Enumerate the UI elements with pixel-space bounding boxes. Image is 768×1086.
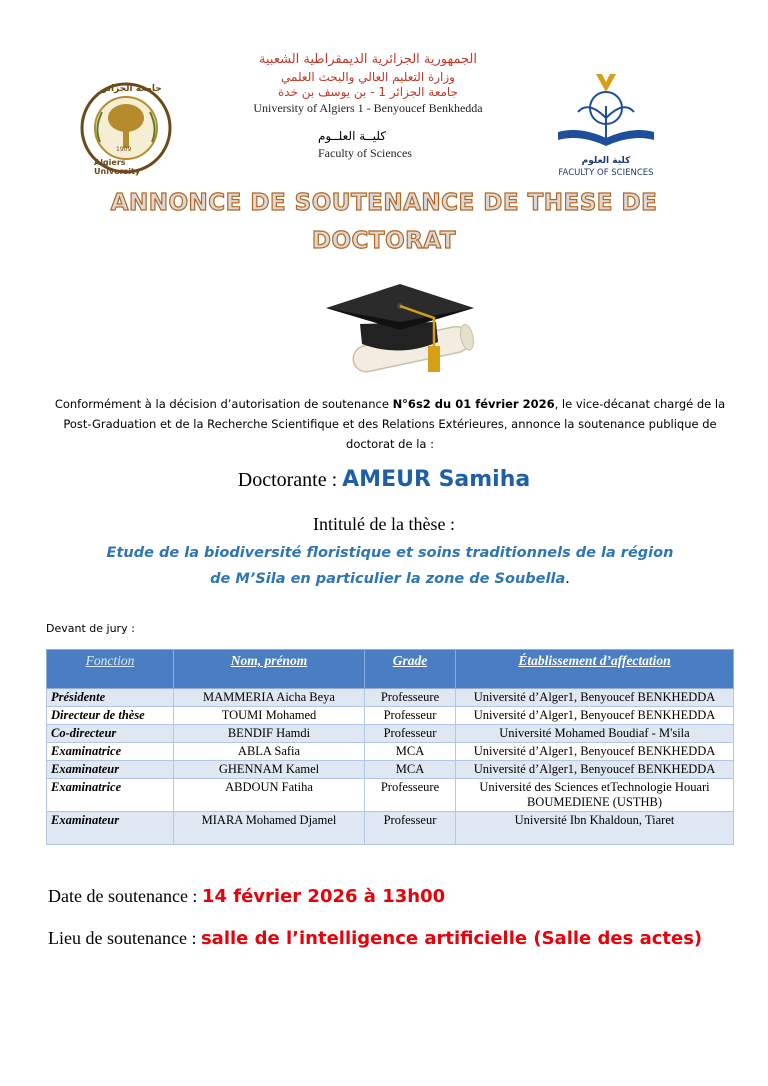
jury-label: Devant de jury : xyxy=(46,622,135,635)
graduation-cap-icon xyxy=(322,278,478,382)
table-row xyxy=(47,707,734,725)
right-logo-ar: كلية العلوم xyxy=(581,156,631,166)
defense-date xyxy=(48,886,445,907)
thesis-title-end: . xyxy=(565,571,570,587)
cell-nom: TOUMI Mohamed xyxy=(174,707,365,725)
cell-nom: MIARA Mohamed Djamel xyxy=(174,812,365,845)
university-english: University of Algiers 1 - Benyoucef Benkhedda xyxy=(253,101,483,115)
cell-nom: MAMMERIA Aicha Beya xyxy=(174,689,365,707)
faculty-arabic: كليــة العلــوم xyxy=(318,129,386,143)
jury-table-header xyxy=(47,650,734,689)
date-label: Date de soutenance : xyxy=(48,886,202,906)
faculty-english: Faculty of Sciences xyxy=(318,146,412,160)
cell-nom: BENDIF Hamdi xyxy=(174,725,365,743)
ministry-arabic: وزارة التعليم العالي والبحث العلمي xyxy=(281,70,455,84)
table-row xyxy=(47,689,734,707)
header-fonction: Fonction xyxy=(47,650,174,689)
header-grade: Grade xyxy=(365,650,456,689)
cell-etablissement: Université des Sciences etTechnologie Houari BOUMEDIENE (USTHB) xyxy=(456,779,734,812)
right-logo-en: FACULTY OF SCIENCES xyxy=(558,168,654,178)
thesis-label: Intitulé de la thèse : xyxy=(313,514,455,534)
table-row xyxy=(47,812,734,845)
thesis-title-line1: Etude de la biodiversité floristique et soins traditionnels de la région xyxy=(106,545,674,561)
announcement-title-line1: ANNONCE DE SOUTENANCE DE THESE DE xyxy=(110,190,658,216)
cell-fonction: Examinateur xyxy=(47,761,174,779)
logo-text-en: Algiers University xyxy=(94,158,141,176)
cell-etablissement: Université Mohamed Boudiaf - M'sila xyxy=(456,725,734,743)
defense-location xyxy=(48,928,702,949)
cell-grade: Professeur xyxy=(365,812,456,845)
candidate-line xyxy=(0,467,768,492)
cell-fonction: Présidente xyxy=(47,689,174,707)
decision-number: N°6s2 du 01 février 2026 xyxy=(392,397,555,411)
logo-year: 1909 xyxy=(116,146,132,153)
cell-etablissement: Université d’Alger1, Benyoucef BENKHEDDA xyxy=(456,689,734,707)
cell-grade: Professeure xyxy=(365,689,456,707)
thesis-title-line2: de M’Sila en particulier la zone de Soubella xyxy=(210,571,566,587)
jury-table xyxy=(46,649,734,845)
candidate-label: Doctorante : xyxy=(237,469,343,491)
intro-paragraph xyxy=(40,394,740,454)
algiers-university-logo xyxy=(80,82,172,174)
lieu-value: salle de l’intelligence artificielle (Salle des actes) xyxy=(200,928,703,949)
intro-part1: Conformément à la décision d’autorisation de soutenance xyxy=(54,397,393,411)
table-row xyxy=(47,779,734,812)
cell-grade: Professeure xyxy=(365,779,456,812)
announcement-title-line2: DOCTORAT xyxy=(311,228,457,254)
cell-etablissement: Université d’Alger1, Benyoucef BENKHEDDA xyxy=(456,743,734,761)
lieu-label: Lieu de soutenance : xyxy=(48,928,201,948)
intro-part2: , le vice-décanat chargé de la Post-Graduation et de la Recherche Scientifique et des Relations Extérieures, annonce la soutenance publique de doctorat de la : xyxy=(63,397,726,451)
cell-grade: Professeur xyxy=(365,725,456,743)
republic-arabic: الجمهورية الجزائرية الديمقراطية الشعبية xyxy=(259,52,477,67)
date-value: 14 février 2026 à 13h00 xyxy=(201,886,446,907)
header-etablissement: Établissement d’affectation xyxy=(456,650,734,689)
cell-nom: ABDOUN Fatiha xyxy=(174,779,365,812)
cell-fonction: Directeur de thèse xyxy=(47,707,174,725)
university-arabic: جامعة الجزائر 1 - بن يوسف بن خدة xyxy=(277,85,459,99)
candidate-name: AMEUR Samiha xyxy=(342,467,531,492)
cell-nom: ABLA Safia xyxy=(174,743,365,761)
cell-nom: GHENNAM Kamel xyxy=(174,761,365,779)
cell-fonction: Examinateur xyxy=(47,812,174,845)
cell-fonction: Examinatrice xyxy=(47,779,174,812)
cell-etablissement: Université d’Alger1, Benyoucef BENKHEDDA xyxy=(456,761,734,779)
header-nom: Nom, prénom xyxy=(174,650,365,689)
logo-text-ar: جامعة الجزائر xyxy=(102,84,162,94)
thesis-title xyxy=(60,540,720,592)
cell-fonction: Examinatrice xyxy=(47,743,174,761)
cell-grade: Professeur xyxy=(365,707,456,725)
faculty-of-sciences-logo xyxy=(550,72,662,182)
table-row xyxy=(47,761,734,779)
table-row xyxy=(47,725,734,743)
cell-fonction: Co-directeur xyxy=(47,725,174,743)
cell-grade: MCA xyxy=(365,761,456,779)
table-row xyxy=(47,743,734,761)
cell-grade: MCA xyxy=(365,743,456,761)
cell-etablissement: Université Ibn Khaldoun, Tiaret xyxy=(456,812,734,845)
cell-etablissement: Université d’Alger1, Benyoucef BENKHEDDA xyxy=(456,707,734,725)
